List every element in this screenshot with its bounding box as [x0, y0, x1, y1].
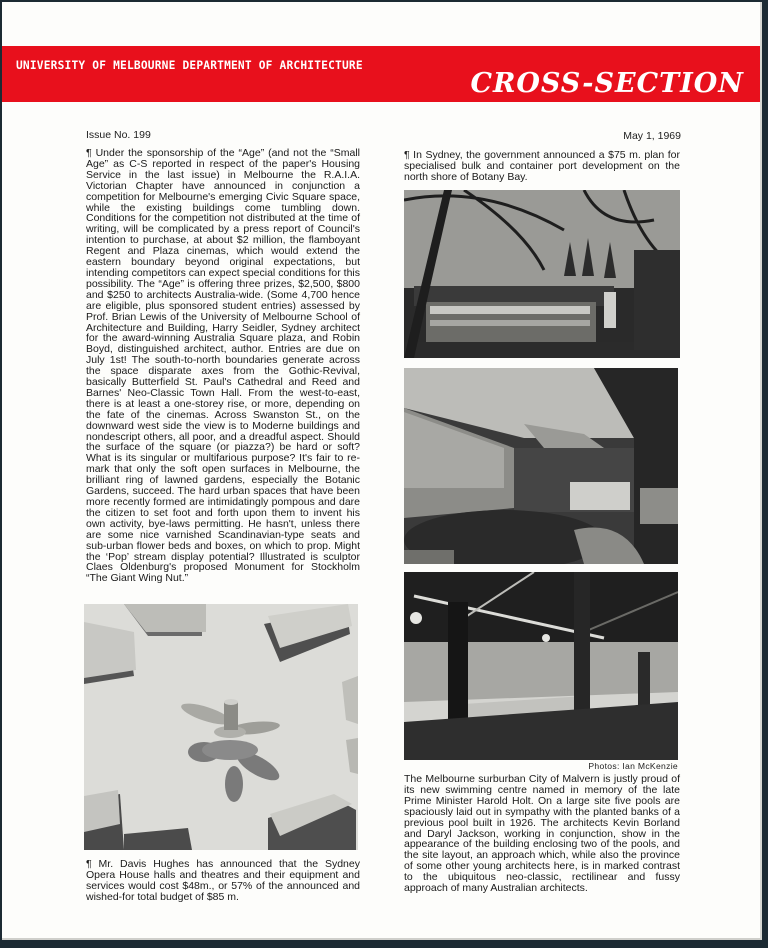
photo-pool-interior	[404, 572, 678, 760]
photo-pool-courtyard	[404, 368, 678, 564]
newsletter-title: CROSS-SECTION	[470, 68, 744, 99]
pool-interior-image	[404, 572, 678, 760]
issue-date: May 1, 1969	[623, 130, 681, 142]
issue-number: Issue No. 199	[86, 129, 151, 141]
photo-credit: Photos: Ian McKenzie	[588, 761, 678, 771]
giant-wing-nut-image	[84, 604, 358, 850]
photo-pool-exterior	[404, 190, 680, 358]
article-opera-house: ¶ Mr. Davis Hughes has announced that the Sydney Opera House halls and theatres and their equipment and services would cost $48m., or 57% of the announced and wished-for total budget of $85 m.	[86, 858, 360, 903]
department-name: UNIVERSITY OF MELBOURNE DEPARTMENT OF ARCHITECTURE	[16, 59, 363, 72]
article-botany-bay: ¶ In Sydney, the government announced a $75 m. plan for specialised bulk and container port development on the north shore of Botany Bay.	[404, 149, 680, 183]
pool-exterior-image	[404, 190, 680, 358]
masthead-banner	[2, 46, 760, 102]
photo-giant-wing-nut	[84, 604, 358, 850]
article-malvern-pool: The Melbourne surburban City of Malvern is justly proud of its new swimming centre named in memory of the late Prime Minister Harold Holt. On a large site five pools are spaciously laid out in sympathy with the planted banks of a previous pool built in 1926. The architects Kevin Borland and Daryl Jackson, working in conjunction, show in the appearance of the building enclosing two of the pools, and the site layout, an approach which, while also the province of some other young architects here, is in marked contrast to the ubiquitous neo-classic, rectilinear and fussy approach of many Australian architects.	[404, 773, 680, 895]
article-civic-square: ¶ Under the sponsorship of the “Age” (and not the “Small Age” as C-S reported in respect of the paper's Housing Service in the last issue) in Melbourne the R.A.I.A. Victorian Chapter have announced in conjunction a competition for Melbourne's emerging Civic Square space, while the existing buildings come tumbling down. Conditions for the competition not distributed at the time of writing, will be complicated by a press report of Council's intention to purchase, at about $2 million, the flamboyant Regent and Plaza cinemas, which would extend the eastern boundary beyond original expectations, but intending competitors can expect special conditions for this possibility. The “Age” is offering three prizes, $2,500, $800 and $250 to architects Australia-wide. (Some 4,700 hence are eligible, plus sponsored student entries) assessed by Prof. Brian Lewis of the University of Melbourne School of Architecture and Building, Harry Seidler, Sydney architect for the award-winning Australia Square plaza, and Robin Boyd, distinguished architect, author. Entries are due on July 1st! The south-to-north boundaries generate across the space disparate axes from the Gothic-Revival, basically Butterfield St. Paul's Cathedral and Reed and Barnes' Neo-Classic Town Hall. From the west-to-east, there is at least a one-storey rise, or more, depending on the fate of the cinemas. Across Swanston St., on the downward west side the view is to Moderne buildings and nondescript others, all poor, and a dreadful aspect. Should the surface of the square (or piazza?) be hard or soft? What is its singular or multifarious purpose? It's fair to remark that only the soft open surfaces in Melbourne, the brilliant ring of lawned gardens, especially the Botanic Gardens, succeed. The hard urban spaces that have been more recently formed are intimidatingly pompous and dare the citizen to set foot and forth upon them to invent his own activity, bye-laws permitting. He hasn't, unless there are some nice varnished Scandinavian-type seats and sub-urban flower beds and boxes, on which to prop. Might the ‘Pop’ stream display potential? Illustrated is sculptor Claes Oldenburg's proposed Monument for Stockholm “The Giant Wing Nut.”	[86, 147, 360, 585]
pool-courtyard-image	[404, 368, 678, 564]
newsletter-page	[2, 2, 762, 940]
